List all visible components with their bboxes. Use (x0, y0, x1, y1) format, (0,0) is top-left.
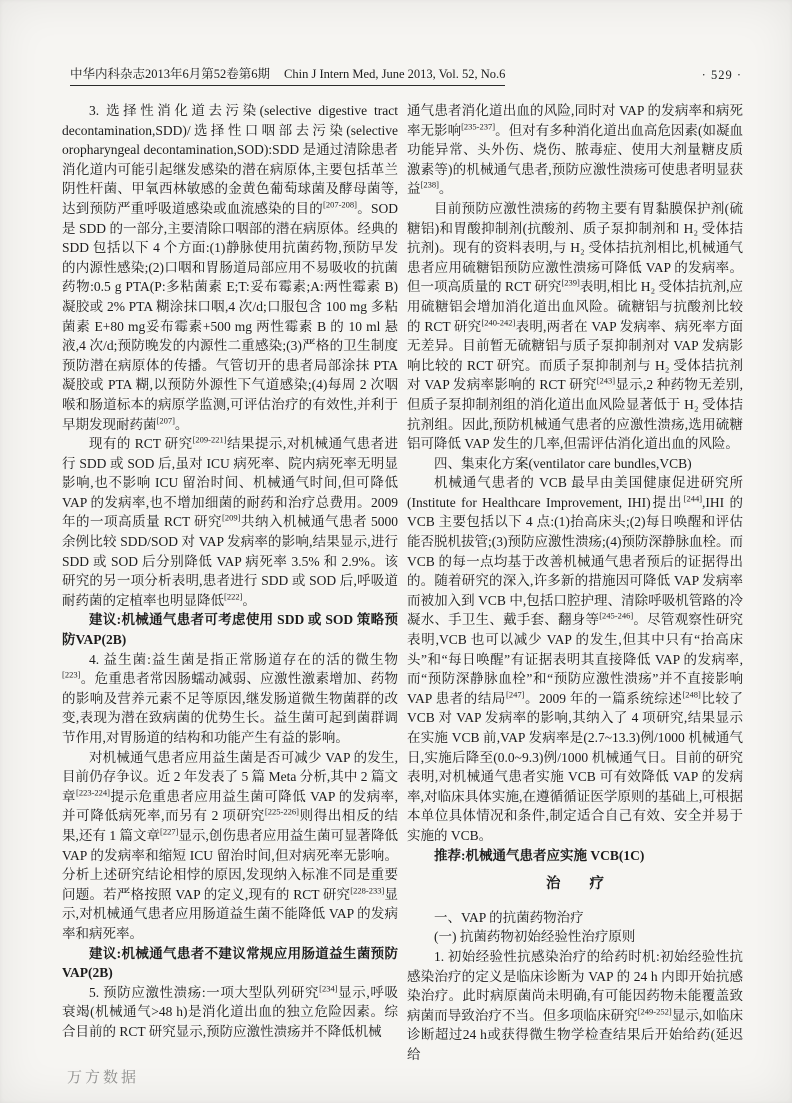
wanfang-watermark: 万方数据 (67, 1070, 140, 1086)
recommendation-probiotics: 建议:机械通气患者不建议常规应用肠道益生菌预防VAP(2B) (62, 945, 398, 981)
paragraph-empiric-timing: 1. 初始经验性抗感染治疗的给药时机:初始经验性抗感染治疗的定义是临床诊断为 VAP 的 24 h 内即开始抗感染治疗。此时病原菌尚未明确,有可能因药物未能覆盖致病菌而导致治疗不当。但多项临床研究[249-252]显示,如临床诊断超过24 h或获得微生物学检查结果后开始给药(延迟给 (407, 948, 744, 1062)
paragraph-probiotics-intro: 4. 益生菌:益生菌是指正常肠道存在的活的微生物[223]。危重患者常因肠蠕动减弱、应激性激素增加、药物的影响及营养元素不足等原因,继发肠道微生物菌群的改变,表现为潜在致病菌的优势生长。益生菌可起到菌群调节作用,对胃肠道的结构和功能产生有益的影响。 (62, 651, 398, 745)
treatment-heading: 治 疗 (546, 876, 604, 893)
reference-marker: [245-246] (599, 610, 634, 621)
reference-marker: [247] (505, 689, 525, 700)
page-number: · 529 · (701, 68, 742, 82)
reference-marker: [225-226] (264, 806, 299, 817)
subsection-heading-empiric: (一) 抗菌药物初始经验性治疗原则 (434, 929, 636, 945)
page-header (70, 64, 742, 86)
reference-marker: [249-252] (637, 1006, 672, 1017)
reference-marker: [223-224] (75, 787, 110, 798)
paragraph-probiotics-meta: 对机械通气患者应用益生菌是否可减少 VAP 的发生,目前仍存争议。近 2 年发表了 5 篇 Meta 分析,其中 2 篇文章[223-224]提示危重患者应用益生菌可降低 VAP 的发病率,并可降低病死率,而另有 2 项研究[225-226]则得出相反的结果,还有 1 篇文章[227]显示,创伤患者应用益生菌可显著降低 VAP 的发病率和缩短 ICU 留治时间,但对病死率无影响。分析上述研究结论相悖的原因,发现纳入标准不同是重要问题。若严格按照 VAP 的定义,现有的 RCT 研究[228-233]显示,对机械通气患者应用肠道益生菌不能降低 VAP 的发病率和病死率。 (62, 749, 399, 941)
recommendation-vcb: 推荐:机械通气患者应实施 VCB(1C) (434, 847, 645, 863)
paragraph-sdd-sod: 3. 选择性消化道去污染(selective digestive tract decontamination,SDD)/选择性口咽部去污染(selective oropharyngeal decontamination,SOD):SDD 是通过清除患者消化道内可能引起继发感染的潜在病原体,主要包括革兰阴性杆菌、甲氧西林敏感的金黄色葡萄球菌及酵母菌等,达到预防严重呼吸道感染或血流感染的目的[207-208]。SOD 是 SDD 的一部分,主要清除口咽部的潜在病原体。经典的 SDD 包括以下 4 个方面:(1)静脉使用抗菌药物,预防早发的内源性感染;(2)口咽和胃肠道局部应用不易吸收的抗菌药物:0.5 g PTA(P:多粘菌素 E;T:妥布霉素;A:两性霉素 B)凝胶或 2% PTA 糊涂抹口咽,4 次/d;口服包含 100 mg 多粘菌素 E+80 mg妥布霉素+500 mg 两性霉素 B 的 10 ml 悬液,4 次/d;预防晚发的内源性二重感染;(3)严格的卫生制度预防潜在病原体的传播。气管切开的患者局部涂抹 PTA 凝胶或 PTA 糊,以预防外源性下气道感染;(4)每周 2 次咽喉和肠道标本的病原学监测,可评估治疗的有效性,并利于早期发现耐药菌[207]。 (62, 103, 398, 432)
paragraph-vcb-details: 机械通气患者的 VCB 最早由美国健康促进研究所(Institute for Healthcare Improvement, IHI)提出[244],IHI 的 VCB 主要包括以下 4 点:(1)抬高床头;(2)每日唤醒和评估能否脱机拔管;(3)预防应激性溃疡;(4)预防深静脉血栓。而 VCB 的每一点均基于改善机械通气患者预后的证据得出的。随着研究的深入,许多新的措施因可降低 VAP 发病率而被加入到 VCB 中,包括口腔护理、清除呼吸机管路的冷凝水、手卫生、戴手套、翻身等[245-246]。尽管观察性研究表明,VCB 也可以减少 VAP 的发生,但其中只有“抬高床头”和“每日唤醒”有证据表明其直接降低 VAP 的发病率,而“预防深静脉血栓”和“预防应激性溃疡”并不直接影响 VAP 患者的结局[247]。2009 年的一篇系统综述[248]比较了 VCB 对 VAP 发病率的影响,其纳入了 4 项研究,结果显示在实施 VCB 前,VAP 发病率是(2.7~13.3)例/1000 机械通气日,实施后降至(0.0~9.3)例/1000 机械通气日。目前的研究表明,对机械通气患者实施 VCB 可有效降低 VAP 的发病率,对临床具体实施,在遵循循证医学原则的基础上,可根据本单位具体情况和条件,制定适合自己有效、安全并易于实施的 VCB。 (407, 475, 744, 843)
reference-marker: [243] (596, 375, 616, 386)
reference-marker: [207] (156, 415, 175, 425)
reference-marker: [209] (221, 512, 241, 523)
reference-marker: [227] (160, 826, 179, 837)
journal-title-cn: 中华内科杂志2013年6月第52卷第6期 (70, 67, 271, 81)
paragraph-rct-sdd-results: 现有的 RCT 研究[209-221]结果提示,对机械通气患者进行 SDD 或 SOD 后,虽对 ICU 病死率、院内病死率无明显影响,也不影响 ICU 留治时间、机械通气时间,但可降低 VAP 的发病率,也不增加细菌的耐药和治疗总费用。2009 年的一项高质量 RCT 研究[209]共纳入机械通气患者 5000 余例比较 SDD/SOD 对 VAP 发病率的影响,结果显示,进行 SDD 或 SOD 后分别降低 VAP 病死率 3.5% 和 2.9%。该研究的另一项分析表明,患者进行 SDD 或 SOD 后,呼吸道耐药菌的定植率也明显降低[222]。 (62, 434, 399, 608)
reference-marker: [234] (319, 983, 338, 994)
section-heading-vcb: 四、集束化方案(ventilator care bundles,VCB) (434, 455, 692, 471)
journal-title-en: Chin J Intern Med, June 2013, Vol. 52, No.6 (284, 67, 506, 81)
reference-marker: [235-237] (461, 121, 496, 132)
paragraph-stress-ulcer: 5. 预防应激性溃疡:一项大型队列研究[234]显示,呼吸衰竭(机械通气>48 h)是消化道出血的独立危险因素。综合目前的 RCT 研究显示,预防应激性溃疡并不降低机械 (62, 983, 398, 1039)
reference-marker: [223] (62, 669, 81, 680)
recommendation-sdd-sod: 建议:机械通气患者可考虑使用 SDD 或 SOD 策略预防VAP(2B) (62, 612, 398, 648)
paragraph-stress-ulcer-cont: 通气患者消化道出血的风险,同时对 VAP 的发病率和病死率无影响[235-237]。但对有多种消化道出血高危因素(如凝血功能异常、头外伤、烧伤、脓毒症、使用大剂量糖皮质激素等)的机械通气患者,预防应激性溃疡可使患者明显获益[238]。 (407, 103, 744, 197)
reference-marker: [240-242] (481, 317, 516, 328)
journal-citation (70, 64, 505, 86)
reference-marker: [209-221] (192, 434, 227, 445)
left-column (62, 101, 398, 1065)
article-body (62, 101, 743, 1065)
reference-marker: [238] (420, 179, 439, 190)
reference-marker: [222] (224, 591, 243, 602)
reference-marker: [228-233] (350, 885, 385, 896)
reference-marker: [239] (561, 277, 580, 288)
section-heading-antibiotics: 一、VAP 的抗菌药物治疗 (434, 909, 584, 925)
reference-marker: [207-208] (323, 199, 358, 210)
right-column (407, 101, 743, 1065)
reference-marker: [244] (683, 493, 703, 504)
paragraph-ulcer-drugs: 目前预防应激性溃疡的药物主要有胃黏膜保护剂(硫糖铝)和胃酸抑制剂(抗酸剂、质子泵抑制剂和 H₂ 受体拮抗剂)。现有的资料表明,与 H₂ 受体拮抗剂相比,机械通气患者应用硫糖铝预防应激性溃疡可降低 VAP 的发病率。但一项高质量的 RCT 研究[239]表明,相比 H₂ 受体拮抗剂,应用硫糖铝会增加消化道出血风险。硫糖铝与抗酸剂比较的 RCT 研究[240-242]表明,两者在 VAP 发病率、病死率方面无差异。目前暂无硫糖铝与质子泵抑制剂对 VAP 发病影响比较的 RCT 研究。而质子泵抑制剂与 H₂ 受体拮抗剂对 VAP 发病率影响的 RCT 研究[243]显示,2 种药物无差别,但质子泵抑制剂组的消化道出血风险显著低于 H₂ 受体拮抗剂组。因此,预防机械通气患者的应激性溃疡,选用硫糖铝可降低 VAP 发生的几率,但需评估消化道出血的风险。 (407, 200, 744, 452)
reference-marker: [248] (682, 689, 701, 700)
